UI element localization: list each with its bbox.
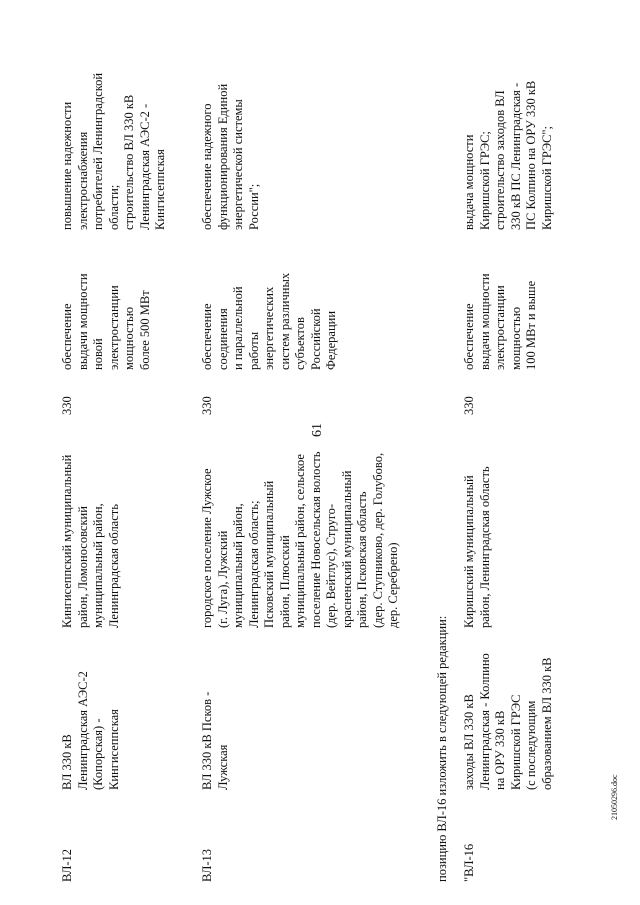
purpose-line: обеспечение надежного — [200, 103, 214, 230]
purpose-line: Киришской ГРЭС; — [477, 131, 492, 230]
row-code: ВЛ-12 — [60, 848, 74, 882]
line-name-line: ВЛ 330 кВ Псков - — [200, 691, 214, 790]
purpose-line: Ленинградская АЭС-2 - — [137, 103, 152, 230]
location-line: городское поселение Лужское — [200, 468, 214, 628]
goal-line: систем различных — [277, 272, 292, 370]
purpose-line: выдача мощности — [462, 134, 476, 230]
goal-line: электростанции — [106, 285, 121, 370]
line-name — [60, 630, 122, 790]
document-code: 21050296.doc — [610, 774, 619, 820]
purpose-line: области; — [106, 184, 121, 230]
location-line: Ленинградская область — [106, 504, 121, 628]
line-name-line: (Копорская) - — [91, 718, 105, 790]
location-line: муниципальный район, — [231, 503, 245, 628]
goal — [60, 240, 153, 370]
goal-line: обеспечение — [60, 303, 74, 370]
goal-line: соединения — [215, 308, 230, 370]
location-line: поселение Новосельская волость — [308, 451, 323, 628]
location-line: муниципальный район, сельское — [293, 454, 307, 628]
voltage: 330 — [462, 396, 476, 415]
goal-line: энергетических — [262, 286, 276, 370]
goal-line: обеспечение — [200, 303, 214, 370]
purpose-line: России"; — [246, 183, 261, 230]
line-name-line: на ОРУ 330 кВ — [493, 710, 507, 790]
goal-line: субъектов — [293, 317, 307, 370]
purpose-line: повышение надежности — [60, 101, 74, 230]
purpose-line: Киришской ГРЭС"; — [539, 126, 554, 230]
goal-line: электростанции — [493, 285, 507, 370]
purpose-line: 330 кВ ПС Ленинградская - — [508, 82, 523, 230]
location-line: Киришский муниципальный — [462, 475, 476, 628]
purpose-line: строительство ВЛ 330 кВ — [122, 94, 136, 230]
goal-line: Федерации — [324, 310, 338, 370]
purpose-line: Кингисеппская — [153, 149, 167, 230]
location-line: (г. Луга), Лужский — [215, 530, 230, 628]
goal-line: обеспечение — [462, 303, 476, 370]
rotated-table-area — [60, 30, 620, 890]
location — [60, 428, 122, 628]
voltage: 330 — [60, 396, 74, 415]
location-line: район, Ломоносовский — [75, 506, 90, 628]
location — [200, 428, 402, 628]
goal-line: 100 МВт и выше — [524, 280, 538, 370]
goal-line: Российской — [308, 308, 323, 370]
purpose — [462, 40, 555, 230]
location-line: дер. Серебрено) — [386, 542, 400, 628]
location-line: (дер. Ступниково, дер. Голубово, — [370, 452, 385, 628]
purpose — [60, 40, 169, 230]
voltage: 330 — [200, 396, 214, 415]
location-line: район, Плюсский — [277, 535, 292, 628]
goal-line: мощностью — [122, 306, 136, 370]
line-name-line: образованием ВЛ 330 кВ — [539, 657, 554, 790]
line-name-line: Ленинградская АЭС-2 — [75, 671, 90, 790]
line-name-line: (с последующим — [524, 700, 538, 790]
line-name-line: Киришской ГРЭС — [508, 694, 523, 790]
purpose — [200, 40, 262, 230]
amendment-note: позицию ВЛ-16 изложить в следующей редакции: — [435, 615, 449, 882]
location-line: район, Псковская область — [355, 491, 369, 628]
location-line: Ленинградская область; — [246, 500, 261, 628]
location-line: Псковский муниципальный — [262, 480, 276, 628]
goal-line: более 500 МВт — [137, 290, 152, 370]
purpose-line: ПС Колпино на ОРУ 330 кВ — [524, 80, 538, 230]
location-line: красненский муниципальный — [339, 470, 354, 628]
purpose-line: потребителей Ленинградской — [91, 72, 105, 230]
goal-line: мощностью — [508, 306, 523, 370]
purpose-line: строительство заходов ВЛ — [493, 90, 507, 230]
purpose-line: электроснабжения — [75, 131, 90, 230]
location — [462, 428, 493, 628]
line-name — [200, 630, 231, 790]
location-line: район, Ленинградская область — [477, 466, 492, 628]
goal-line: и параллельной — [231, 286, 245, 370]
page-number: 61 — [310, 423, 325, 437]
line-name — [462, 630, 555, 790]
goal-line: выдачи мощности — [477, 273, 492, 370]
location-line: Кингисеппский муниципальный — [60, 454, 74, 628]
location-line: (дер. Вейтлус), Струго- — [324, 503, 338, 628]
row-code: "ВЛ-16 — [462, 843, 476, 882]
goal-line: новой — [91, 338, 105, 370]
line-name-line: ВЛ 330 кВ — [60, 734, 74, 790]
line-name-line: Лужская — [215, 744, 230, 790]
purpose-line: энергетической системы — [231, 99, 245, 230]
goal — [462, 240, 540, 370]
goal-line: выдачи мощности — [75, 273, 90, 370]
goal-line: работы — [246, 331, 261, 370]
line-name-line: Ленинградская - Колпино — [477, 653, 492, 790]
location-line: муниципальный район, — [91, 503, 105, 628]
goal — [200, 240, 340, 370]
row-code: ВЛ-13 — [200, 848, 214, 882]
purpose-line: функционирования Единой — [215, 83, 230, 230]
line-name-line: Кингисеппская — [106, 709, 121, 790]
line-name-line: заходы ВЛ 330 кВ — [462, 694, 476, 790]
